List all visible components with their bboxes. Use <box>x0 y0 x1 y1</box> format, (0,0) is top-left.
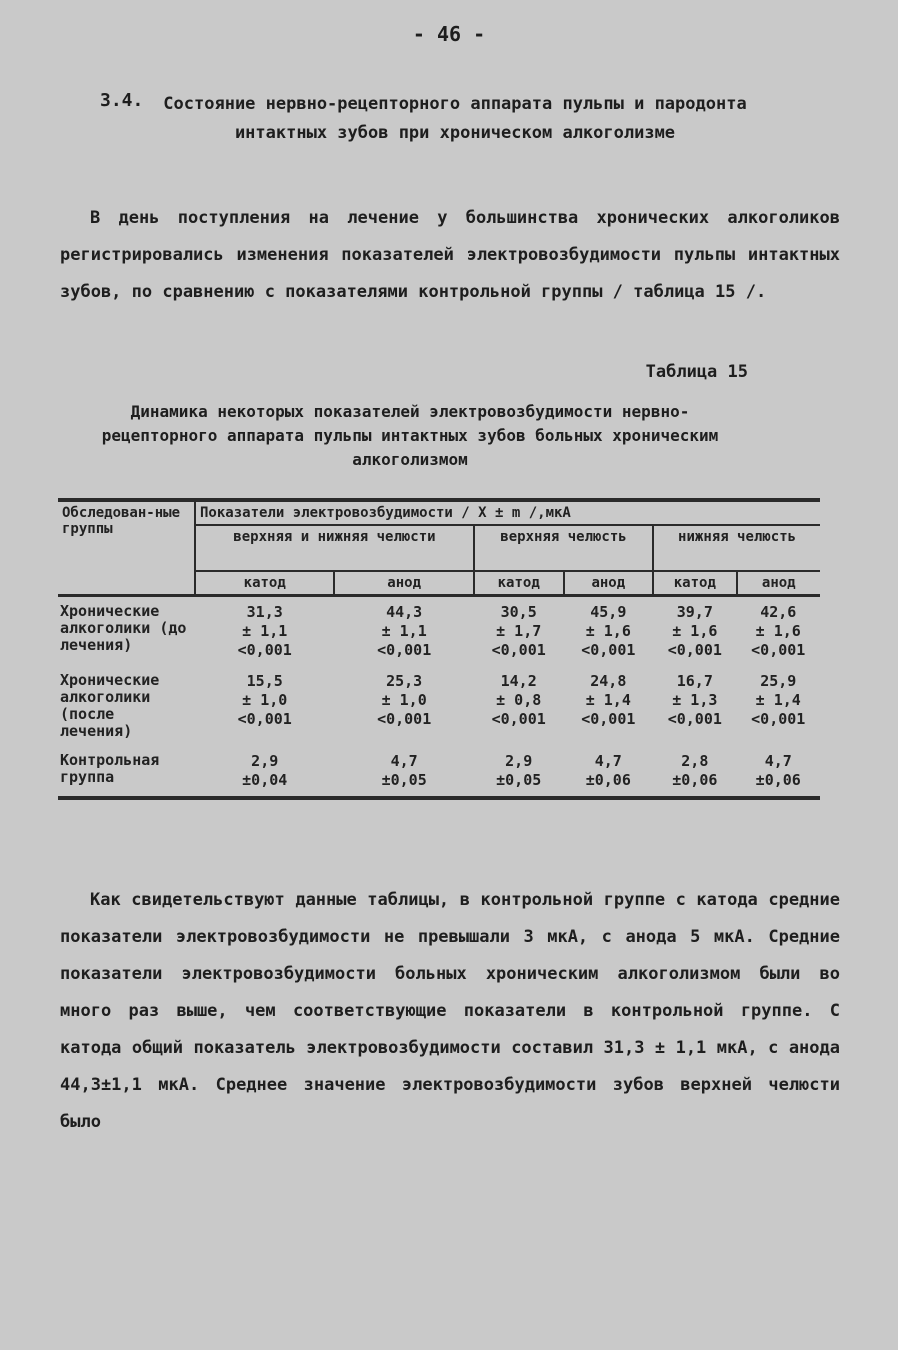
group-column-header: Обследован-ные группы <box>58 500 195 596</box>
data-cell: 2,9 ±0,04 <box>242 752 288 789</box>
electrode-header: катод <box>474 571 564 596</box>
data-cell: 39,7 ± 1,6 <0,001 <box>667 603 722 659</box>
electrode-header: анод <box>564 571 654 596</box>
data-cell: 2,9 ±0,05 <box>496 752 542 789</box>
table-row <box>58 746 820 798</box>
row-group-label: Хронические алкоголики (после лечения) <box>60 671 160 740</box>
paragraph-intro: В день поступления на лечение у большинства хронических алкоголиков регистрировались изменения показателей электровозбудимости пульпы интактных зубов, по сравнению с показателями контрольной группы / таблица 15 /. <box>60 208 840 302</box>
electrode-header: катод <box>195 571 334 596</box>
table-caption: Динамика некоторых показателей электровозбудимости нервно-рецепторного аппарата пульпы интактных зубов больных хроническим алкоголизмом <box>101 402 719 469</box>
table-label: Таблица 15 <box>645 362 748 382</box>
data-cell: 25,3 ± 1,0 <0,001 <box>377 672 432 728</box>
jaw-header-lower: нижняя челюсть <box>653 525 820 571</box>
row-group-label: Хронические алкоголики (до лечения) <box>60 602 187 654</box>
table-row <box>58 596 820 667</box>
electrode-header: анод <box>334 571 473 596</box>
table-row <box>58 666 820 746</box>
data-cell: 31,3 ± 1,1 <0,001 <box>237 603 292 659</box>
data-cell: 4,7 ±0,06 <box>585 752 631 789</box>
paragraph-discussion: Как свидетельствуют данные таблицы, в контрольной группе с катода средние показатели электровозбудимости не превышали 3 мкА, с анода 5 мкА. Средние показатели электровозбудимости больных хроническим алкоголизмом были во много раз выше, чем соответствующие показатели в контрольной группе. С катода общий показатель электровозбудимости составил 31,3 ± 1,1 мкА, с анода 44,3±1,1 мкА. Среднее значение электровозбудимости зубов верхней челюсти было <box>60 890 840 1132</box>
electroexcitability-table <box>58 498 820 800</box>
data-cell: 16,7 ± 1,3 <0,001 <box>667 672 722 728</box>
data-cell: 24,8 ± 1,4 <0,001 <box>581 672 636 728</box>
row-group-label: Контрольная группа <box>60 751 160 786</box>
data-cell: 14,2 ± 0,8 <0,001 <box>491 672 546 728</box>
data-cell: 25,9 ± 1,4 <0,001 <box>751 672 806 728</box>
section-title: Состояние нервно-рецепторного аппарата пульпы и пародонта интактных зубов при хроническом алкоголизме <box>163 94 747 143</box>
jaw-header-both: верхняя и нижняя челюсти <box>195 525 474 571</box>
data-cell: 15,5 ± 1,0 <0,001 <box>237 672 292 728</box>
data-cell: 2,8 ±0,06 <box>672 752 718 789</box>
data-cell: 4,7 ±0,06 <box>755 752 801 789</box>
data-cell: 4,7 ±0,05 <box>381 752 427 789</box>
jaw-header-upper: верхняя челюсть <box>474 525 653 571</box>
data-cell: 44,3 ± 1,1 <0,001 <box>377 603 432 659</box>
section-number: 3.4. <box>100 90 144 111</box>
electrode-header: анод <box>737 571 820 596</box>
measure-header: Показатели электровозбудимости / X ± m /,мкА <box>195 500 820 525</box>
data-cell: 30,5 ± 1,7 <0,001 <box>491 603 546 659</box>
page-number: - 46 - <box>412 22 486 46</box>
data-cell: 45,9 ± 1,6 <0,001 <box>581 603 636 659</box>
electrode-header: катод <box>653 571 736 596</box>
data-cell: 42,6 ± 1,6 <0,001 <box>751 603 806 659</box>
